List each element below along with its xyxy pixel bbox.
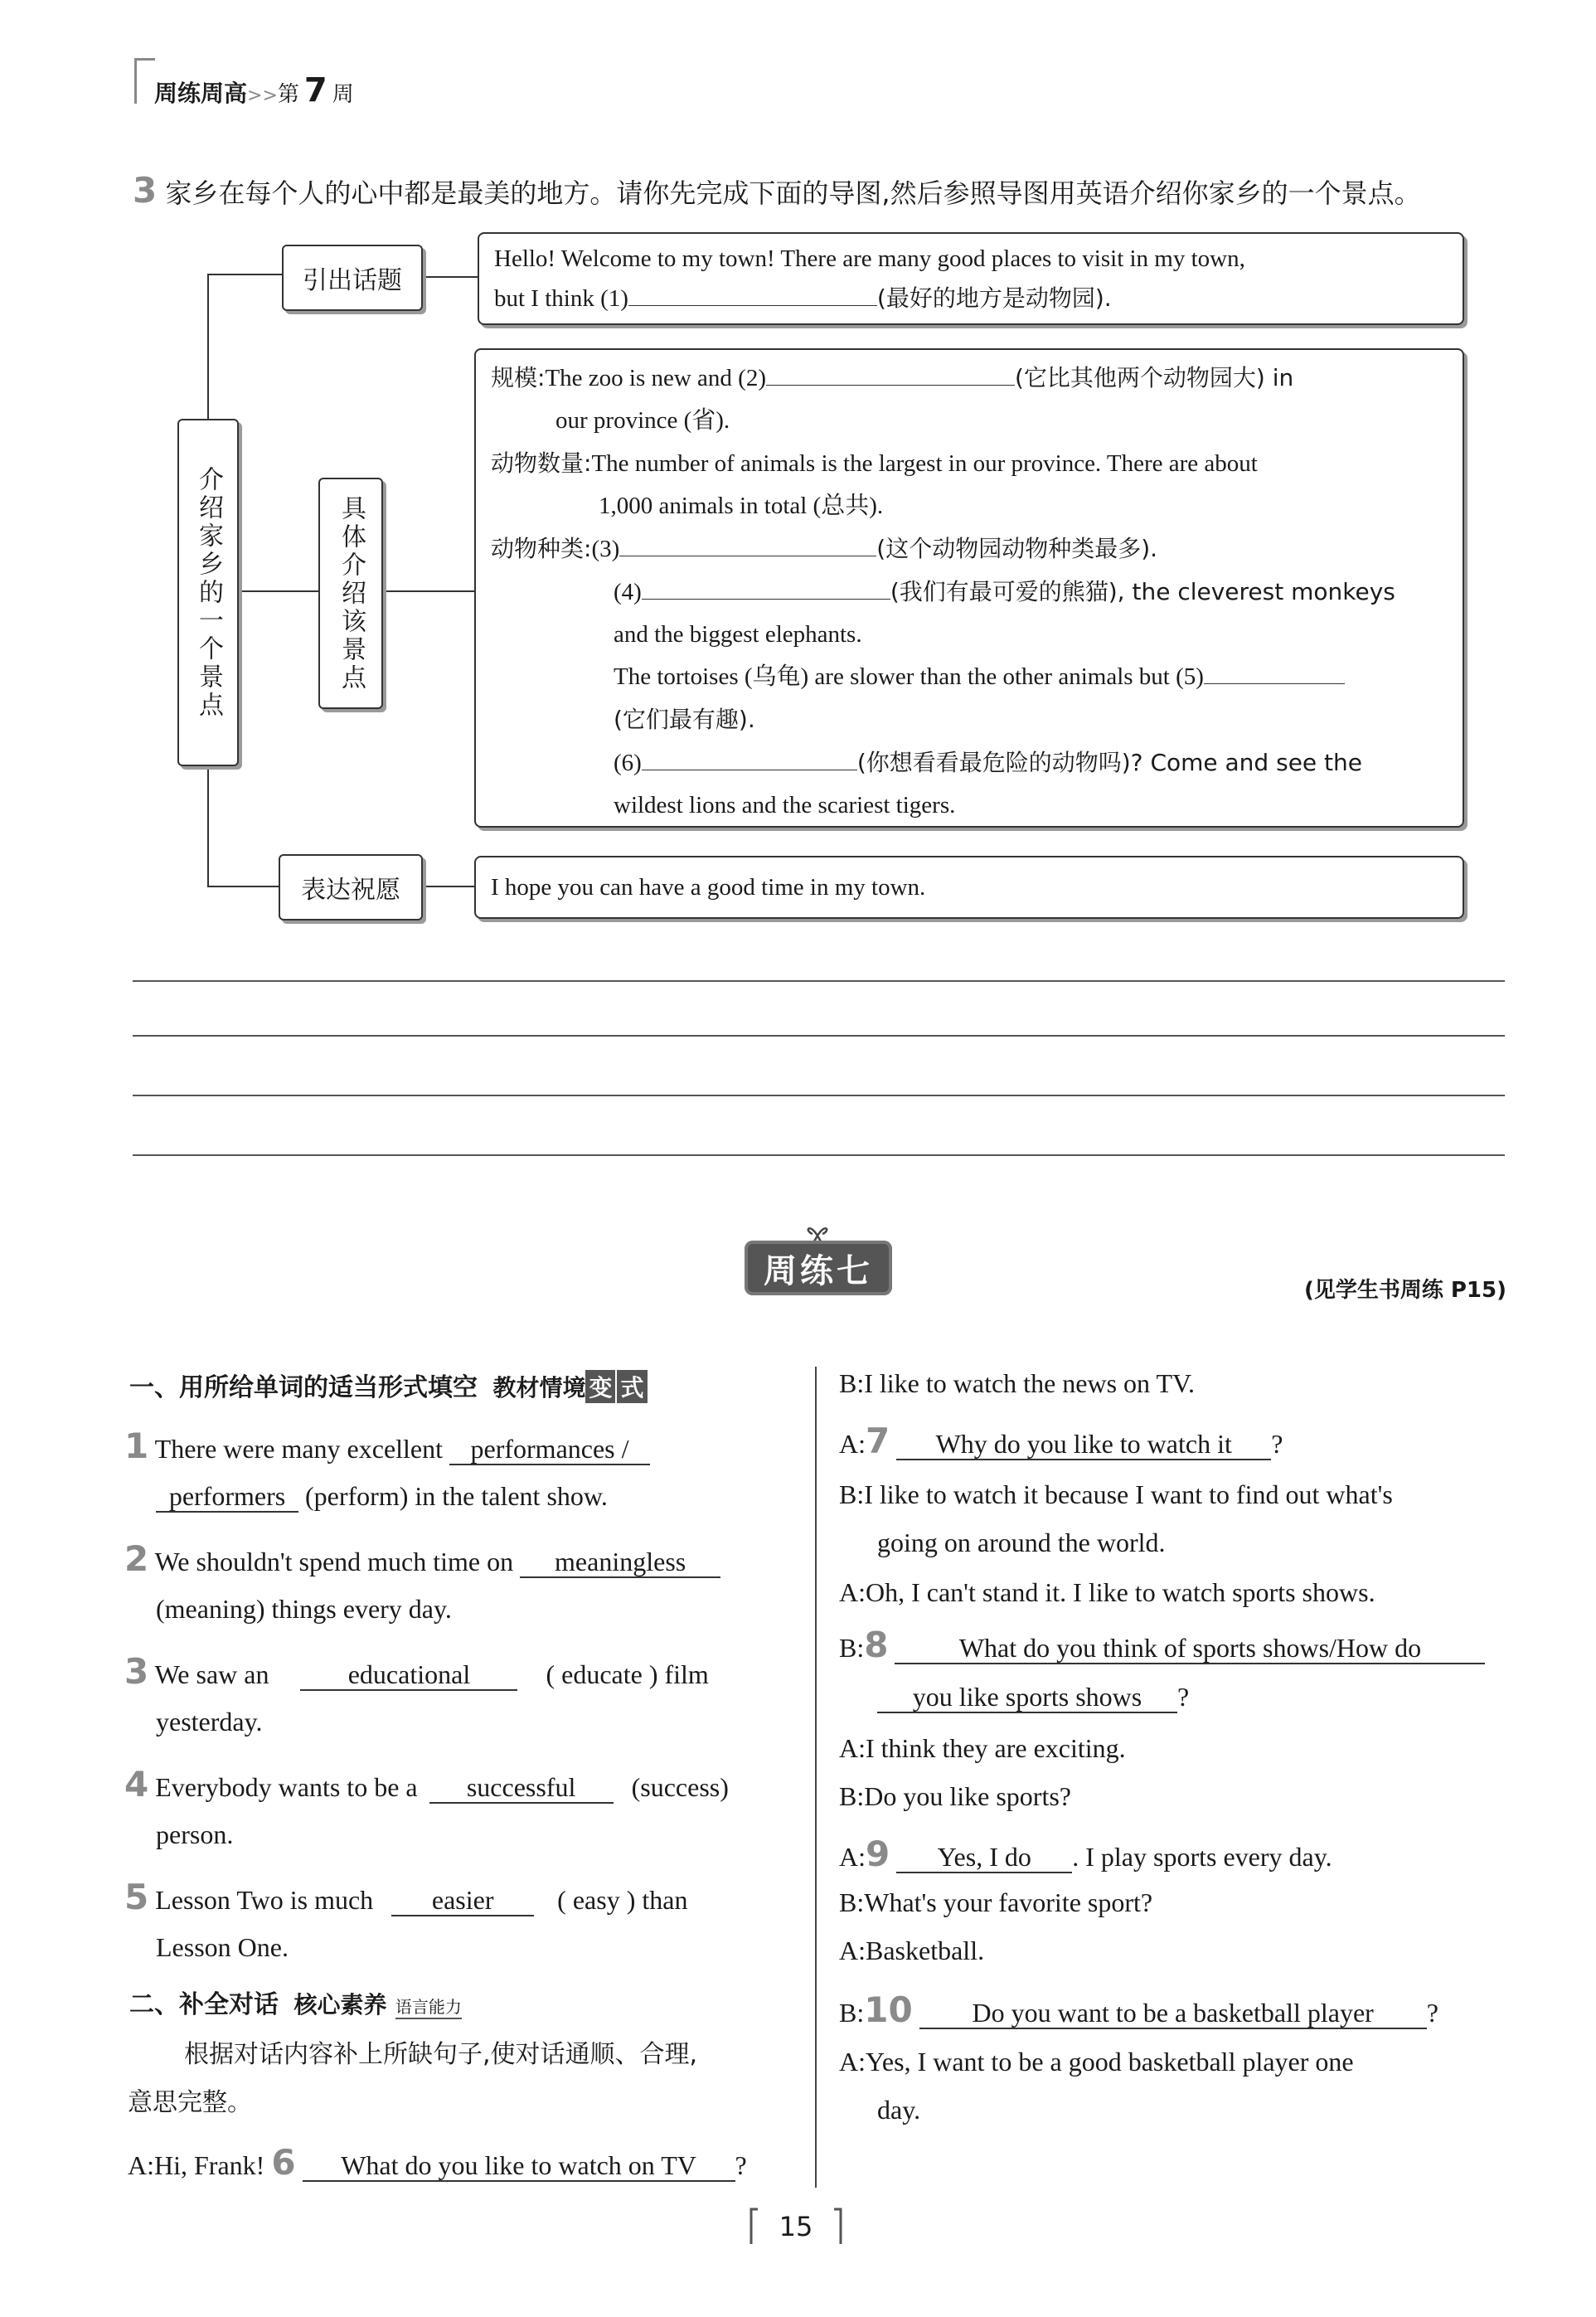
task3-prompt-text: 家乡在每个人的心中都是最美的地方。请你先完成下面的导图,然后参照导图用英语介绍你家乡的一个景点。 (165, 177, 1421, 209)
writing-line[interactable] (133, 1154, 1505, 1156)
part1-title: 一、用所给单词的适当形式填空 教材情境 变 式 (129, 1367, 648, 1403)
section-title: 周练七 (745, 1241, 892, 1295)
node-root-introduce-scenic-spot: 介绍家乡的一个景点 (177, 419, 239, 766)
wish-text: I hope you can have a good time in my town. (491, 874, 926, 901)
dialogue-q8-cont: you like sports shows ? (877, 1672, 1189, 1722)
page-header (154, 71, 354, 109)
answer-9[interactable]: Yes, I do (896, 1842, 1072, 1873)
exercise-3-cont: yesterday. (156, 1707, 263, 1737)
task3-number: 3 (133, 170, 158, 211)
answer-7[interactable]: Why do you like to watch it (896, 1429, 1271, 1460)
exercise-5: 5 Lesson Two is much easier ( easy ) than (124, 1877, 688, 1917)
exercise-4: 4 Everybody wants to be a successful (success) (124, 1764, 729, 1805)
dialogue-line: B:What's your favorite sport? (839, 1887, 1153, 1917)
kind-line-5b: (它们最有趣). (614, 706, 755, 733)
connector (381, 590, 479, 592)
exercise-1-cont: performers (perform) in the talent show. (156, 1471, 608, 1521)
answer-5[interactable]: easier (391, 1885, 534, 1916)
dialogue-line: A:Basketball. (839, 1936, 985, 1965)
dialogue-line: day. (877, 2095, 921, 2125)
writing-line[interactable] (133, 1095, 1505, 1096)
dialogue-q8: B:8 What do you think of sports shows/How do (839, 1620, 1485, 1673)
dialogue-line: B:I like to watch it because I want to find out what's (839, 1479, 1393, 1509)
dialogue-line: A:Oh, I can't stand it. I like to watch sports shows. (839, 1577, 1375, 1607)
scale-line-2: our province (省). (555, 407, 730, 434)
answer-2[interactable]: meaningless (520, 1547, 720, 1578)
detail-content-box (474, 348, 1464, 828)
page-number: 15 (779, 2211, 813, 2242)
exercise-4-cont: person. (156, 1819, 234, 1849)
connector (421, 886, 479, 887)
answer-1a[interactable]: performances / (449, 1434, 650, 1465)
answer-10[interactable]: Do you want to be a basketball player (919, 1998, 1427, 2029)
blank-5[interactable] (1204, 658, 1345, 684)
kind-line-4: (4) (我们有最可爱的熊猫), the cleverest monkeys (491, 571, 1448, 614)
count-line-2: 1,000 animals in total (总共). (599, 493, 884, 519)
dialogue-line: A:Yes, I want to be a good basketball player one (839, 2047, 1354, 2077)
dialogue-q10: B:10 Do you want to be a basketball player ? (839, 1989, 1438, 2030)
intro-content-box (478, 232, 1464, 325)
part2-title: 二、补全对话 核心素养 语言能力 (129, 1984, 462, 2020)
answer-6[interactable]: What do you like to watch on TV (303, 2150, 735, 2182)
kind-line-3: 动物种类:(3) (这个动物园动物种类最多). (491, 527, 1448, 571)
dialogue-q7: A:7 Why do you like to watch it ? (839, 1421, 1283, 1461)
kind-line-6b: wildest lions and the scariest tigers. (614, 792, 956, 818)
dialogue-line: going on around the world. (877, 1528, 1166, 1557)
header-week-number: 7 (303, 71, 327, 109)
connector (421, 276, 479, 278)
kind-line-4b: and the biggest elephants. (614, 621, 862, 648)
part2-instruction-1: 根据对话内容补上所缺句子,使对话通顺、合理, (184, 2040, 698, 2069)
intro-line-1: Hello! Welcome to my town! There are many good places to visit in my town, (494, 245, 1245, 272)
column-divider (815, 1367, 817, 2188)
node-intro-topic: 引出话题 (282, 245, 423, 311)
part1-tag-variant-1: 变 (585, 1370, 615, 1403)
kind-line-6: (6) (你想看看最危险的动物吗)? Come and see the (491, 741, 1448, 784)
connector (237, 590, 318, 592)
section-reference: (见学生书周练 P15) (1303, 1278, 1506, 1303)
intro-line-2: but I think (1) (最好的地方是动物园). (494, 279, 1448, 318)
answer-8a[interactable]: What do you think of sports shows/How do (895, 1633, 1485, 1664)
exercise-5-cont: Lesson One. (156, 1932, 289, 1962)
blank-6[interactable] (642, 745, 857, 770)
dialogue-q6: A:Hi, Frank! 6 What do you like to watch on TV ? (128, 2142, 747, 2183)
blank-1[interactable] (628, 280, 877, 306)
dialogue-line: A:I think they are exciting. (839, 1733, 1126, 1763)
writing-line[interactable] (133, 980, 1505, 982)
exercise-1: 1 There were many excellent performances / (124, 1421, 650, 1474)
node-express-wishes: 表达祝愿 (279, 854, 423, 920)
header-suffix: 周 (332, 82, 354, 107)
part1-tag: 教材情境 (492, 1374, 586, 1401)
header-bracket (134, 58, 155, 104)
dialogue-line: B:I like to watch the news on TV. (839, 1368, 1195, 1398)
part2-tag-small: 语言能力 (395, 1994, 462, 2019)
blank-4[interactable] (642, 574, 890, 600)
kind-line-5: The tortoises (乌龟) are slower than the other animals but (5) (491, 656, 1448, 698)
writing-line[interactable] (133, 1035, 1505, 1037)
wish-content-box (474, 856, 1464, 919)
task3-prompt (133, 170, 1421, 211)
scale-line: 规模:The zoo is new and (2) (它比其他两个动物园大) in (491, 357, 1448, 400)
dialogue-q9: A:9 Yes, I do . I play sports every day. (839, 1834, 1332, 1874)
node-detailed-introduction: 具体介绍该景点 (318, 478, 383, 709)
header-brand: 周练周高 (154, 80, 248, 107)
part2-instruction-2: 意思完整。 (128, 2088, 252, 2117)
answer-8b[interactable]: you like sports shows (877, 1682, 1177, 1713)
exercise-3: 3 We saw an educational ( educate ) film (124, 1651, 709, 1692)
connector (207, 886, 282, 887)
blank-2[interactable] (766, 360, 1015, 386)
answer-1b[interactable]: performers (156, 1481, 298, 1513)
connector (207, 274, 282, 275)
answer-4[interactable]: successful (429, 1772, 614, 1804)
part2-tag: 核心素养 (293, 1991, 387, 2018)
header-arrow: >> (247, 85, 278, 106)
part1-tag-variant-2: 式 (617, 1370, 647, 1403)
exercise-2: 2 We shouldn't spend much time on meaningless (124, 1534, 720, 1586)
header-prefix: 第 (277, 82, 299, 107)
exercise-2-cont: (meaning) things every day. (156, 1594, 452, 1624)
blank-3[interactable] (619, 531, 876, 556)
count-line: 动物数量:The number of animals is the largest in our province. There are about (491, 449, 1258, 477)
dialogue-line: B:Do you like sports? (839, 1781, 1071, 1811)
answer-3[interactable]: educational (300, 1659, 517, 1691)
